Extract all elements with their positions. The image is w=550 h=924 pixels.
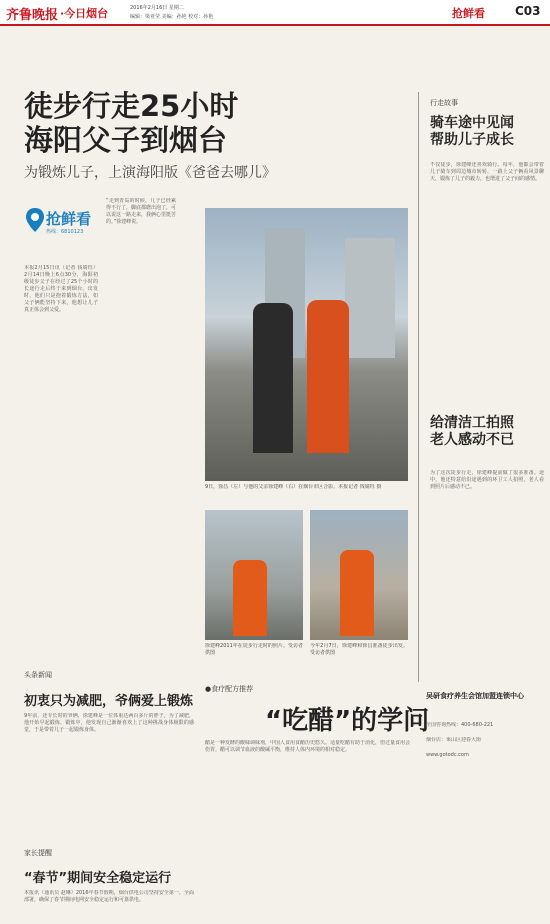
article2-title: 初衷只为减肥，爷俩爱上锻炼 xyxy=(24,694,194,709)
column-body: 醋是一种发酵的酸味调味剂，中国人食用食醋历史悠久。适量吃醋有助于消化，但过量食用会伤胃。醋可以调节血液的酸碱平衡，维持人体内环境的相对稳定。 xyxy=(205,740,410,753)
pin-icon xyxy=(26,208,44,232)
article2-section: 头条新闻 xyxy=(24,671,52,679)
logo-text: 抢鲜看 xyxy=(46,210,92,228)
article2-body: 9年前，还专长时的爷俩，徐建峰是一位体重达两百多斤的胖子，为了减肥，他开始早起锻炼。锻炼中，他发现自己渐渐喜欢上了这种挑战身体极限的感觉，于是带着儿子一起锻炼身体。 xyxy=(24,713,194,733)
article3-title: “春节”期间安全稳定运行 xyxy=(24,871,172,886)
article3-section: 家长提醒 xyxy=(24,849,52,857)
main-body-col2: “走到青岛的时候，儿子已经累得不行了，脚底都磨出泡了，可以说这一路走来，我俩心里挺苦的。”徐建峰说。 xyxy=(106,198,176,225)
column-section: ●食疗配方推荐 xyxy=(205,685,254,693)
main-title-line1: 徒步行走25小时 xyxy=(24,89,239,123)
story2-body: 为了这次徒步行走，徐建峰提前做了很多准备。途中，他还特意给沿途遇到的环卫工人拍照，老人看到照片后感动不已。 xyxy=(430,470,544,490)
masthead-rule xyxy=(0,24,550,26)
father-son-photo xyxy=(205,208,408,481)
main-title-line2: 海阳父子到烟台 xyxy=(24,123,228,157)
main-subtitle: 为锻炼儿子，上演海阳版《爸爸去哪儿》 xyxy=(24,165,276,181)
photo3-caption: 今年2月7日，徐建峰和徐昌准备徒步出发。受访者供图 xyxy=(310,643,408,656)
edition-label: ·今日烟台 xyxy=(60,7,109,20)
ad-block xyxy=(418,682,545,920)
story1-title: 骑车途中见闻 帮助儿子成长 xyxy=(430,115,514,148)
cleaner-photo-2 xyxy=(310,510,408,640)
editor-info: 编辑：梁亚莹 美编：孙艳 校对：孙艳 xyxy=(130,14,214,20)
section-label: 抢鲜看 xyxy=(452,7,485,20)
column-title: “吃醋”的学问 xyxy=(265,706,430,736)
ad-phone: www.gotodc.com xyxy=(426,752,469,758)
ad-line3: 烟台店：莱山区迎春大街 xyxy=(426,737,482,743)
page-number: C03 xyxy=(515,4,541,18)
story1-body: 不仅徒步，徐建峰还喜欢骑行。每年，他都会带着儿子骑车到周边城市转转，一路上父子俩看风景聊天，锻炼了儿子的毅力，也增进了父子间的感情。 xyxy=(430,162,544,182)
logo-sub: 热线：6810123 xyxy=(46,229,84,235)
sidebar-rule xyxy=(418,92,419,682)
story2-title: 给清洁工拍照 老人感动不已 xyxy=(430,415,514,448)
cleaner-photo-1 xyxy=(205,510,303,640)
photo1-caption: 9日，徐昌（左）与他的父亲徐建峰（右）在烟台市区合影。本报记者 钱婧钰 摄 xyxy=(205,484,382,490)
article3-body: 本报讯（通讯员 赵琳）2016年春节假期，烟台供电公司坚持安全第一，全面部署，确保了春节期间电网安全稳定运行和可靠供电。 xyxy=(24,890,194,903)
paper-name: 齐鲁晚报 xyxy=(6,8,59,23)
ad-line1: 吴研食疗养生会馆加盟连锁中心 xyxy=(426,692,524,700)
ad-line2: 全国咨询热线：400-680-221 xyxy=(426,722,494,728)
photo2-caption: 徐建峰2011年在徒步行走时的照片。受访者供图 xyxy=(205,643,303,656)
issue-info: 2016年2月16日 星期二 xyxy=(130,5,184,11)
sidebar-section: 行走故事 xyxy=(430,99,458,107)
main-body-col1: 本报2月15日讯（记者 钱婧钰）2月14日晚上6点30分，海阳初级徒步父子在经过了25个小时的长途行走后终于来到烟台。出发时，他们只是抱着锻炼方法，如父子俩能坚持下来，他想让儿子真正体会到父爱。 xyxy=(24,265,98,313)
masthead xyxy=(0,0,550,26)
